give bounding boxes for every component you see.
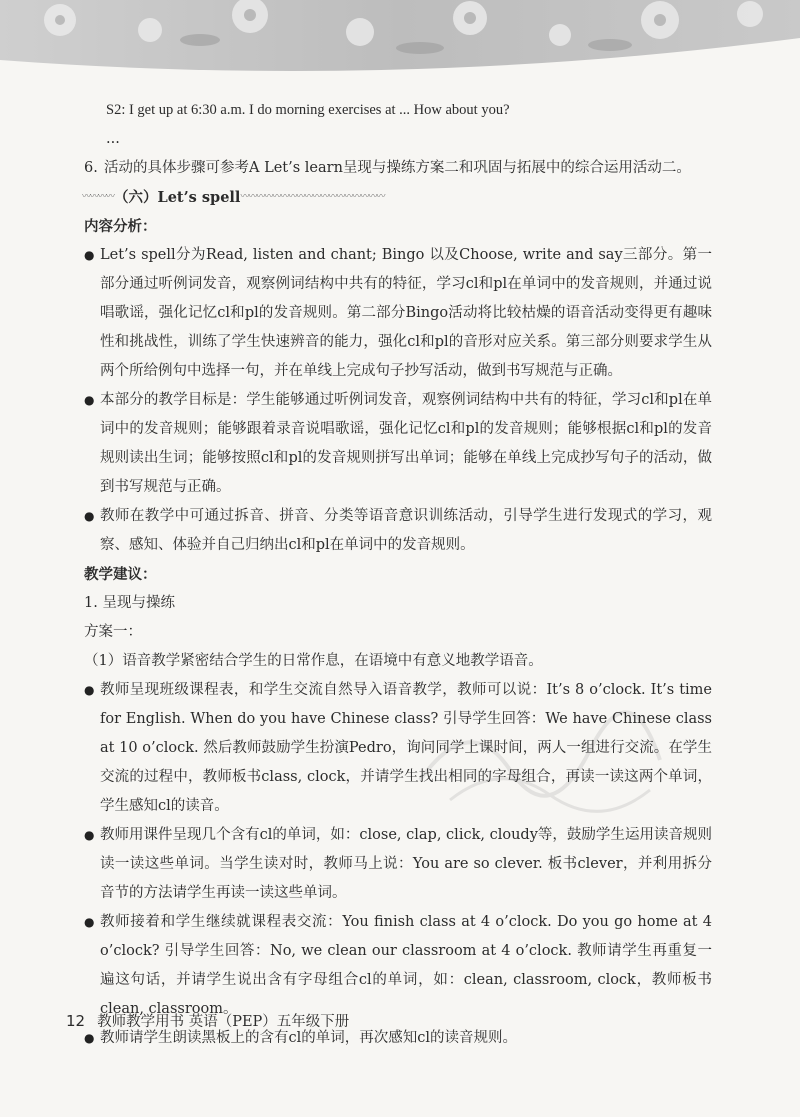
wavy-rule-left: 〰〰〰〰 (82, 192, 115, 202)
list-item (84, 386, 712, 502)
page-number: 12 (66, 1012, 86, 1030)
list-item (84, 676, 712, 821)
bullet-icon: ● (84, 509, 95, 523)
dialog-line-s2: S2: I get up at 6:30 a.m. I do morning exercises at ... How about you? (106, 102, 510, 118)
list-item (84, 502, 712, 560)
plan-one-label: 方案一： (84, 624, 142, 640)
list-item-text: 教师请学生朗读黑板上的含有cl的单词，再次感知cl的读音规则。 (100, 1030, 518, 1046)
page-footer (66, 1010, 349, 1031)
list-item-text: 教师用课件呈现几个含有cl的单词，如：close, clap, click, cloudy等，鼓励学生运用读音规则读一读这些单词。当学生读对时，教师马上说：You are so clever. 板书clever，并利用拆分音节的方法请学生再读一读这些单词。 (100, 827, 712, 901)
list-item-text: 教师呈现班级课程表，和学生交流自然导入语音教学，教师可以说：It’s 8 o’clock. It’s time for English. When do you have Chinese class? 引导学生回答：We have Chinese class at 10 o’clock. 然后教师鼓励学生扮演Pedro，询问同学上课时间，两人一组进行交流。在学生交流的过程中，教师板书class, clock，并请学生找出相同的字母组合，再读一读这两个单词，学生感知cl的读音。 (100, 682, 712, 814)
item-text: 活动的具体步骤可参考A Let’s learn呈现与操练方案二和巩固与拓展中的综合运用活动二。 (104, 160, 691, 176)
list-item-text: 教师接着和学生继续就课程表交流：You finish class at 4 o’clock. Do you go home at 4 o’clock? 引导学生回答：No, we clean our classroom at 4 o’clock. 教师请学生再重复一遍这句话，并请学生说出含有字母组合cl的单词，如：clean, classroom, clock，教师板书clean, classroom。 (100, 914, 712, 1017)
list-item (84, 821, 712, 908)
subheading-presentation: 1. 呈现与操练 (84, 595, 175, 611)
list-item-text: 本部分的教学目标是：学生能够通过听例词发音，观察例词结构中共有的特征，学习cl和pl在单词中的发音规则；能够跟着录音说唱歌谣，强化记忆cl和pl的发音规则；能够根据cl和pl的发音规则读出生词；能够按照cl和pl的发音规则拼写出单词；能够在单线上完成抄写句子的活动，做到书写规范与正确。 (100, 392, 712, 495)
section-title: （六）Let’s spell (114, 189, 241, 206)
step-one-text: （1）语音教学紧密结合学生的日常作息，在语境中有意义地教学语音。 (84, 653, 543, 669)
decorative-floral-banner (0, 0, 800, 90)
bullet-icon: ● (84, 915, 95, 929)
activity-item-6 (84, 154, 712, 183)
content-analysis-heading: 内容分析： (84, 218, 157, 235)
list-item (84, 908, 712, 1024)
item-number: 6. (84, 160, 98, 176)
list-item (84, 241, 712, 386)
book-title: 教师教学用书 英语（PEP）五年级下册 (97, 1014, 350, 1030)
dialog-ellipsis: ... (106, 131, 120, 147)
bullet-icon: ● (84, 393, 95, 407)
teaching-suggestions-heading: 教学建议： (84, 566, 157, 583)
page-body (84, 96, 712, 1053)
section-heading-lets-spell (82, 183, 712, 212)
list-item-text: Let’s spell分为Read, listen and chant; Bingo 以及Choose, write and say三部分。第一部分通过听例词发音，观察例词结构中共有的特征，学习cl和pl在单词中的发音规则，并通过说唱歌谣，强化记忆cl和pl的发音规则。第二部分Bingo活动将比较枯燥的语音活动变得更有趣味性和挑战性，训练了学生快速辨音的能力，强化cl和pl的音形对应关系。第三部分则要求学生从两个所给例句中选择一句，并在单线上完成句子抄写活动，做到书写规范与正确。 (100, 247, 712, 379)
wavy-rule-right: 〰〰〰〰〰〰〰〰〰〰〰〰〰〰〰〰〰〰 (240, 192, 385, 202)
bullet-icon: ● (84, 248, 95, 262)
bullet-icon: ● (84, 828, 95, 842)
list-item-text: 教师在教学中可通过拆音、拼音、分类等语音意识训练活动，引导学生进行发现式的学习，观察、感知、体验并自己归纳出cl和pl在单词中的发音规则。 (100, 508, 712, 553)
bullet-icon: ● (84, 683, 95, 697)
bullet-icon: ● (84, 1031, 95, 1045)
